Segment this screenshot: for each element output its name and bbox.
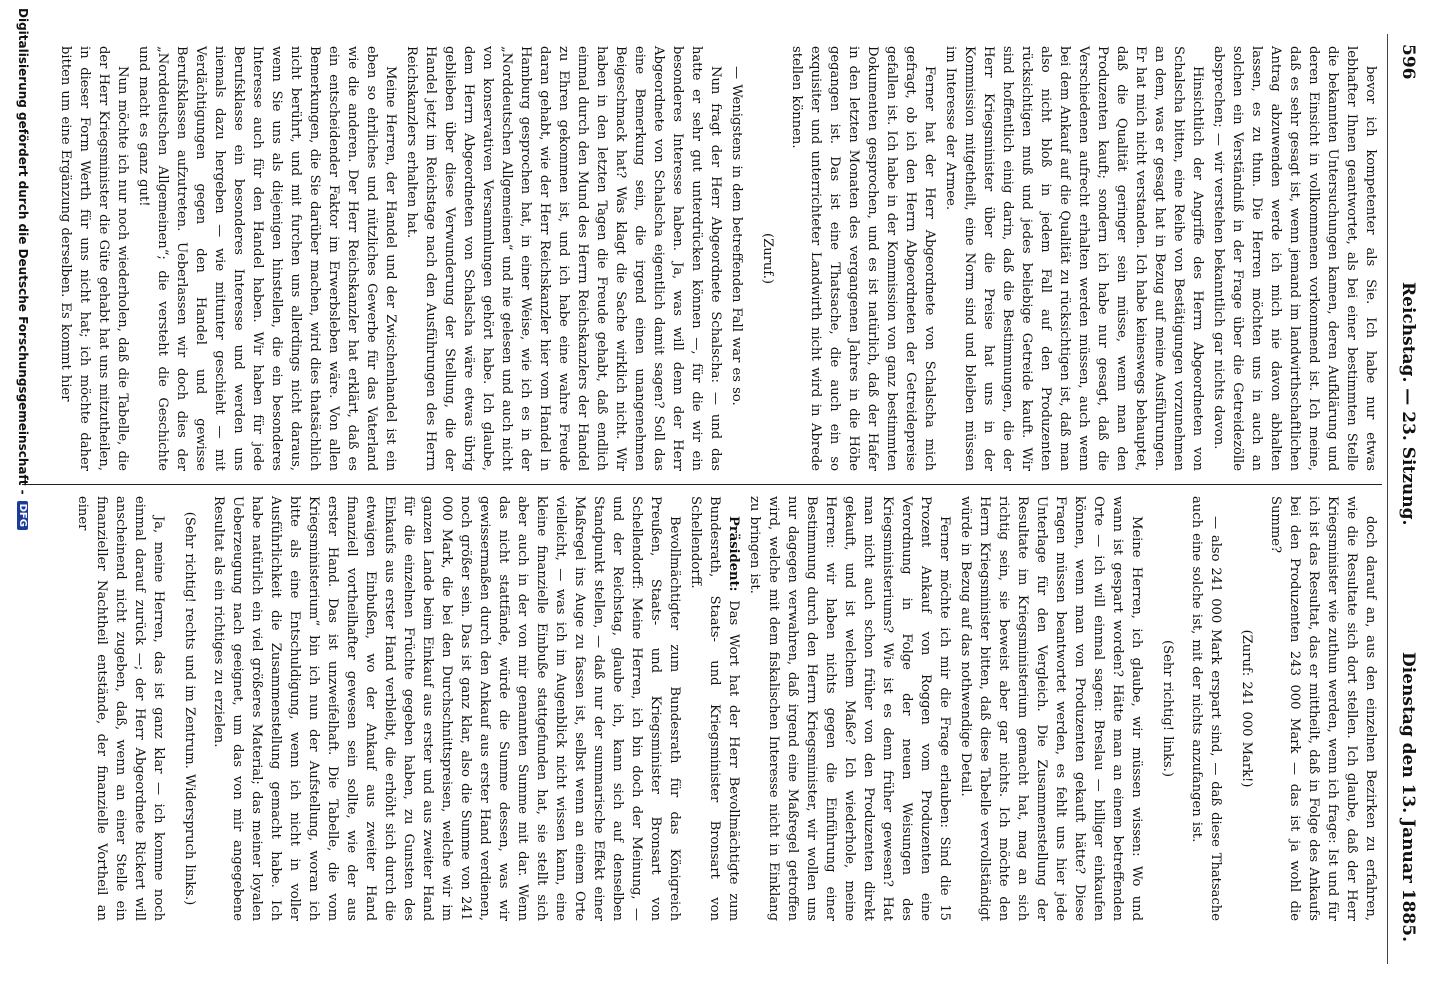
paragraph: — Wenigstens in dem betreffenden Fall war es so.	[729, 66, 744, 406]
paragraph: Nun möchte ich nur noch wiederholen, daß die Tabelle, die der Herr Kriegsminister die Güte gehabt hat uns mitzutheilen, in dieser Form Werth für uns nicht hat; ich möchte daher bitten um eine Ergänzung derselben. Es kommt hier	[58, 46, 130, 471]
paragraph: Ferner hat der Herr Abgeordnete von Schalscha mich gefragt, ob ich den Herrn Abgeordneten der Getreidepreise gefallen ist. Ich habe in der Kommission von ganz bestimmten Dokumenten gesprochen, und es ist natürlich, daß der Hafer in den letzten Monaten des vergangenen Jahres in die Höhe gegangen ist. Das ist eine Thatsache, die auch ein so exquisiter und unterrichteter Landwirth nicht wird in Abrede stellen können.	[789, 46, 937, 471]
page-number: 596	[1398, 44, 1418, 80]
paragraph: Hinsichtlich der Angriffe des Herrn Abgeordneten von Schalscha bitten, eine Reihe von Bestätigungen vorzunehmen an dem, was er gesagt hat in Bezug auf meine Ausführungen. Er hat mich nicht verstanden. Ich habe keineswegs behauptet, daß die Qualität geringer sein müsse, wenn man den Produzenten kauft; sondern ich habe nur gesagt, daß die Verschiedenen aufrecht erhalten werden müssen, auch wenn bei dem Ankauf auf die Qualität zu rücksichtigen ist, daß man also nicht bloß in jedem Fall auf den Produzenten rücksichtigen muß und jedes beliebige Getreide kauft. Wir sind hoffentlich einig darin, daß die Bestimmungen, die der Herr Kriegsminister über die Preise hat uns in der Kommission mitgetheilt, eine Norm sind und bleiben müssen im Interesse der Armee.	[943, 46, 1205, 471]
speaker-paragraph	[686, 496, 743, 921]
paragraph: doch darauf an, aus den einzelnen Bezirken zu erfahren, wie die Resultate sich dort stellen. Ich glaube, daß der Herr Kriegsminister wie zuthun werden, wenn ich frage: Ist und für ich ist das Resultat, das er mittheilt, daß in Folge des Ankaufs bei den Produzenten 243 000 Mark — das ist ja wohl die Summe?	[1268, 496, 1378, 921]
paragraph: Ferner möchte ich mir die Frage erlauben: Sind die 15 Prozent Ankauf von Roggen vom Produzenten eine Verordnung in Folge der neuen Weisungen des Kriegsministeriums? Wie ist es denn früher gewesen? Hat man nicht auch schon früher von den Produzenten direkt gekauft, und ist welchem Maße? Ich wiederhole, meine Herren: wir haben nichts gegen die Einführung einer Bestimmung durch den Herrn Kriegsminister, wir wollen uns nur dagegen verwahren, daß irgend eine Maßregel getroffen wird, welche mit dem fiskalischen Interesse nicht in Einklang zu bringen ist.	[747, 496, 952, 921]
paragraph: Meine Herren, ich glaube, wir müssen wissen: Wo und wann ist gespart worden? Hätte man an einem betreffenden Orte — ich will einmal sagen: Breslau — billiger einkaufen können, wenn man von Produzenten gekauft hätte? Diese Fragen müssen beantwortet werden, es fehlt uns hier jede Unterlage für den Vergleich. Die Zusammenstellung der Resultate im Kriegsministerium gemacht hat, mag an sich richtig sein, sie beweist aber gar nichts. Ich möchte den Herrn Kriegsminister bitten, daß diese Tabelle vervollständigt würde in Bezug auf das nothwendige Detail.	[958, 496, 1144, 921]
interjection: (Sehr richtig! links.)	[1160, 640, 1175, 777]
digitization-credit	[8, 8, 30, 530]
interjection: (Zuruf: 241 000 Mark!)	[1239, 629, 1254, 788]
session-date: Dienstag den 13. Januar 1885.	[1398, 652, 1418, 942]
running-title: Reichstag. — 23. Sitzung.	[1398, 282, 1418, 526]
right-column	[73, 496, 1382, 921]
credit-text: Digitalisierung gefördert durch die Deutsche Forschungsgemeinschaft -	[16, 8, 30, 495]
paragraph: Meine Herren, der Handel und der Zwischenhandel ist ein eben so ehrliches und nützliches Gewerbe für das Vaterland wie die anderen. Der Herr Reichskanzler hat erklärt, daß es ein entscheidender Faktor im Erwerbsleben wäre. Von allen Bemerkungen, die Sie darüber machen, wird dies thatsächlich nicht berührt, und mit furchen uns allerdings nicht daraus, wenn Sie uns als diejenigen hinstellen, die ein besonderes Interesse auch für den Handel haben. Wir haben für jede Berufsklasse ein besonderes Interesse und werden uns niemals dazu hergeben — wie mitunter geschieht — mit Verdächtigungen gegen den Handel und gewisse Berufsklassen aufzutreten. Ueberlassen wir doch dies der „Norddeutschen Allgemeinen“; die versteht die Geschichte und macht es ganz gut!	[136, 46, 398, 471]
interjection: (Sehr richtig! rechts und im Zentrum. Widerspruch links.)	[182, 511, 197, 906]
speaker-name: Präsident:	[726, 516, 741, 592]
speech-text: Das Wort hat der Herr Bevollmächtigte zum Bundesrath, Staats- und Kriegsminister Bronsart von Schellendorff.	[688, 496, 741, 921]
paragraph: bevor ich kompetenter als Sie. Ich habe nur etwas lebhafter Ihnen geantwortet, als bei einer bestimmten Stelle die bekannten Untersuchungen kamen, deren Aufklärung und deren Einsicht in vollkommenen vorkommend ist. Ich meine, daß es sehr gesagt ist, wenn jemand im landwirthschaftlichen Antrag abzuwenden werde ich mich nie davon abhalten lassen, es zu thun. Die Herren möchten uns in auch an solchen ein Verständniß in der Frage über die Getreidezölle absprechen; — wir verstehen bekanntlich gar nichts davon.	[1211, 46, 1378, 471]
paragraph: Nun fragt der Herr Abgeordnete Schalscha: — und das hatte er sehr gut unterdrücken können —, für die wir ein besonderes Interesse haben. Ja, was will denn der Herr Abgeordnete von Schalscha eigentlich damit sagen? Soll das eine Bemerkung sein, die irgend einen unangenehmen Beigeschmack hat? Was klagt die Sache wirklich nicht. Wir haben in den letzten Tagen die Freude gehabt, daß endlich einmal durch den Mund des Herrn Reichskanzlers der Handel zu Ehren gekommen ist, und ich habe eine wahre Freude daran gehabt, wie der Herr Reichskanzler hier vom Handel in Hamburg gesprochen hat, in einer Weise, wie ich es in der „Norddeutschen Allgemeinen“ und nie gelesen und auch nicht von konservativen Versammlungen gehört habe. Ich glaube, dem Herrn Abgeordneten von Schalscha wäre etwas übrig geblieben über diese Verwunderung der Stellung, die der Handel jetzt im Reichstage nach den Ausführungen des Herrn Reichskanzlers erhalten hat.	[404, 46, 723, 471]
page-header	[1388, 32, 1424, 972]
paragraph: Bevollmächtigter zum Bundesrath für das Königreich Preußen, Staats- und Kriegsminister Bronsart von Schellendorff: Meine Herren, ich bin doch der Meinung, — und der Reichstag, glaube ich, kann sich auf denselben Standpunkt stellen, — daß nur der summarische Effekt einer Maßregel ins Auge zu fassen ist, selbst wenn an einem Orte vielleicht, — was ich im Augenblick nicht wissen kann, eine kleine finanzielle Einbuße stattgefunden hat, sie stellt sich aber auch in der von mir genannten Summe mit dar. Wenn das nicht stattfände, würde die Summe dessen, was wir gewissermaßen durch den Ankauf aus erster Hand verdienen, noch größer sein. Das ist ganz klar, also die Summe von 241 000 Mark, die bei den Durchschnittspreisen, welche wir im ganzen Lande beim Einkauf aus erster und aus zweiter Hand für die einzelnen Früchte gegeben haben, zu Gunsten des Einkaufs aus erster Hand verbleibt, die erhöht sich durch die etwaigen Einbußen, wo der Ankauf aus zweiter Hand finanziell vortheilhafter gewesen sein sollte, wie der aus erster Hand. Das ist unzweifelhaft. Die Tabelle, die vom Kriegsministerium“ bin ich nun der Aufstellung, woran ich bitte als eine Entschuldigung, wenn ich nicht in voller Ausführlichkeit die Zusammenstellung gemacht habe. Ich habe natürlich ein viel größeres Material; das meiner loyalen Ueberzeugung nach geeignet, um das von mir angegebene Resultat als ein richtiges zu erzielen.	[211, 496, 682, 921]
paragraph: Ja, meine Herren, das ist ganz klar — ich komme noch einmal darauf zurück —; der Herr Abgeordnete Rickert will anscheinend nicht zugeben, daß, wenn an einer Stelle ein finanzieller Nachtheil entstände, der finanzielle Vortheil an einer	[75, 496, 166, 921]
header-rule	[1387, 34, 1388, 964]
paragraph: — also 241 000 Mark erspart sind, — daß diese Thatsache auch eine solche ist, mit der nichts anzufangen ist.	[1189, 496, 1223, 921]
left-column	[56, 46, 1382, 471]
dfg-logo: DFG	[17, 501, 28, 530]
interjection: (Zuruf.)	[760, 233, 775, 284]
column-divider	[22, 484, 1382, 485]
